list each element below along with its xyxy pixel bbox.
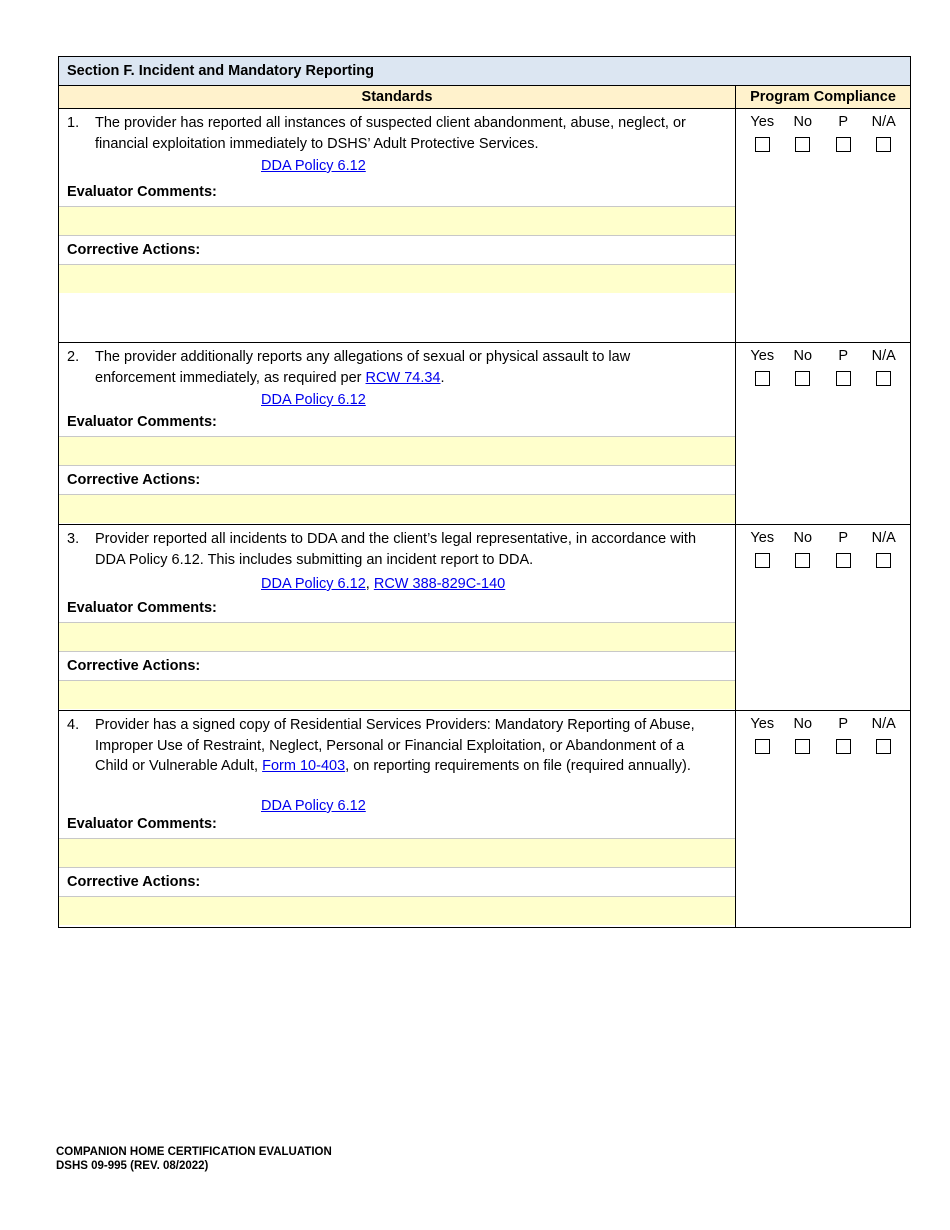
item-1-no-label: No: [793, 114, 813, 130]
item-2-no-checkbox[interactable]: [795, 371, 810, 386]
standard-row-3: [59, 525, 911, 711]
item-1-yes-checkbox[interactable]: [755, 137, 770, 152]
item-2-rcw-link[interactable]: RCW 74.34: [365, 369, 441, 386]
page-footer: [56, 1145, 332, 1173]
item-4-evaluator-comments-field[interactable]: [59, 838, 735, 868]
item-2-no-label: No: [793, 348, 813, 364]
item-3-text: 3. Provider reported all incidents to DDA and the client’s legal representative, in accordance with DDA Policy 6.12. This includes submitting an incident report to DDA.: [67, 531, 697, 568]
footer-form-title: COMPANION HOME CERTIFICATION EVALUATION: [56, 1146, 332, 1158]
item-4-no-label: No: [793, 716, 813, 732]
item-1-p-checkbox[interactable]: [836, 137, 851, 152]
item-4-compliance: [736, 711, 911, 928]
item-1-evaluator-comments-field[interactable]: [59, 206, 735, 236]
item-2-evaluator-label: Evaluator Comments:: [67, 414, 217, 430]
item-1-na-checkbox[interactable]: [876, 137, 891, 152]
item-4-corrective-actions-field[interactable]: [59, 896, 735, 925]
item-1-text: 1. The provider has reported all instances of suspected client abandonment, abuse, neglect, or financial exploitation immediately to DSHS’ Adult Protective Services.: [67, 115, 686, 152]
item-3-p-label: P: [838, 530, 849, 546]
item-2-refs: [59, 390, 735, 410]
footer-form-number: DSHS 09-995 (REV. 08/2022): [56, 1160, 209, 1172]
compliance-header: Program Compliance: [736, 86, 911, 109]
item-4-evaluator-label: Evaluator Comments:: [67, 816, 217, 832]
item-2-ref-dda-policy-link[interactable]: DDA Policy 6.12: [261, 392, 366, 408]
item-2-na-checkbox[interactable]: [876, 371, 891, 386]
item-3-refs: DDA Policy 6.12, RCW 388-829C-140: [261, 576, 506, 592]
item-2-na-label: N/A: [871, 348, 896, 364]
item-1-ref-dda-policy-link[interactable]: DDA Policy 6.12: [261, 158, 366, 174]
item-4-corrective-label: Corrective Actions:: [67, 874, 201, 890]
standard-row-4: [59, 711, 911, 928]
item-2-p-checkbox[interactable]: [836, 371, 851, 386]
item-3-corrective-label: Corrective Actions:: [67, 658, 201, 674]
item-2-text: 2. The provider additionally reports any allegations of sexual or physical assault to law enforcement immediately, as required per RCW 74.34.: [67, 349, 631, 386]
item-1-corrective-actions-field[interactable]: [59, 264, 735, 293]
item-1-no-checkbox[interactable]: [795, 137, 810, 152]
item-1-p-label: P: [838, 114, 849, 130]
item-4-yes-checkbox[interactable]: [755, 739, 770, 754]
item-1-corrective-label: Corrective Actions:: [67, 242, 201, 258]
item-2-yes-checkbox[interactable]: [755, 371, 770, 386]
item-4-ref-dda-policy-link[interactable]: DDA Policy 6.12: [261, 798, 366, 814]
item-4-na-label: N/A: [871, 716, 896, 732]
item-3-ref-dda-policy-link[interactable]: DDA Policy 6.12: [261, 576, 366, 592]
item-2-evaluator-comments-field[interactable]: [59, 436, 735, 466]
item-3-na-label: N/A: [871, 530, 896, 546]
standards-table: [58, 56, 911, 928]
standard-row-2: [59, 343, 911, 525]
item-3-compliance: [736, 525, 911, 711]
item-2-corrective-label: Corrective Actions:: [67, 472, 201, 488]
item-3-yes-label: Yes: [750, 530, 775, 546]
item-3-corrective-actions-field[interactable]: [59, 680, 735, 709]
item-3-evaluator-label: Evaluator Comments:: [67, 600, 217, 616]
item-2-p-label: P: [838, 348, 849, 364]
item-4-p-checkbox[interactable]: [836, 739, 851, 754]
item-4-text: 4. Provider has a signed copy of Residential Services Providers: Mandatory Reporting of Abuse, Improper Use of Restraint, Neglect, Personal or Financial Exploitation, or Abandonment of a Child or Vulnerable Adult, Form 10-403, on reporting requirements on file (required annually).: [67, 717, 695, 774]
item-3-na-checkbox[interactable]: [876, 553, 891, 568]
item-4-no-checkbox[interactable]: [795, 739, 810, 754]
item-4-p-label: P: [838, 716, 849, 732]
item-1-compliance: [736, 109, 911, 343]
standards-header: Standards: [59, 86, 736, 109]
item-4-na-checkbox[interactable]: [876, 739, 891, 754]
item-3-ref-rcw-link[interactable]: RCW 388-829C-140: [373, 576, 506, 592]
item-1-refs: [59, 156, 735, 176]
item-1-yes-label: Yes: [750, 114, 775, 130]
item-2-corrective-actions-field[interactable]: [59, 494, 735, 523]
section-f-form: [58, 56, 910, 928]
item-3-p-checkbox[interactable]: [836, 553, 851, 568]
item-1-na-label: N/A: [871, 114, 896, 130]
item-4-form-link[interactable]: Form 10-403: [262, 758, 346, 774]
item-1-evaluator-label: Evaluator Comments:: [67, 184, 217, 200]
item-2-yes-label: Yes: [750, 348, 775, 364]
section-title: Section F. Incident and Mandatory Reporting: [59, 57, 911, 86]
standard-row-1: [59, 109, 911, 343]
item-3-evaluator-comments-field[interactable]: [59, 622, 735, 652]
item-3-no-label: No: [793, 530, 813, 546]
item-2-compliance: [736, 343, 911, 525]
item-3-no-checkbox[interactable]: [795, 553, 810, 568]
item-3-yes-checkbox[interactable]: [755, 553, 770, 568]
item-4-yes-label: Yes: [750, 716, 775, 732]
